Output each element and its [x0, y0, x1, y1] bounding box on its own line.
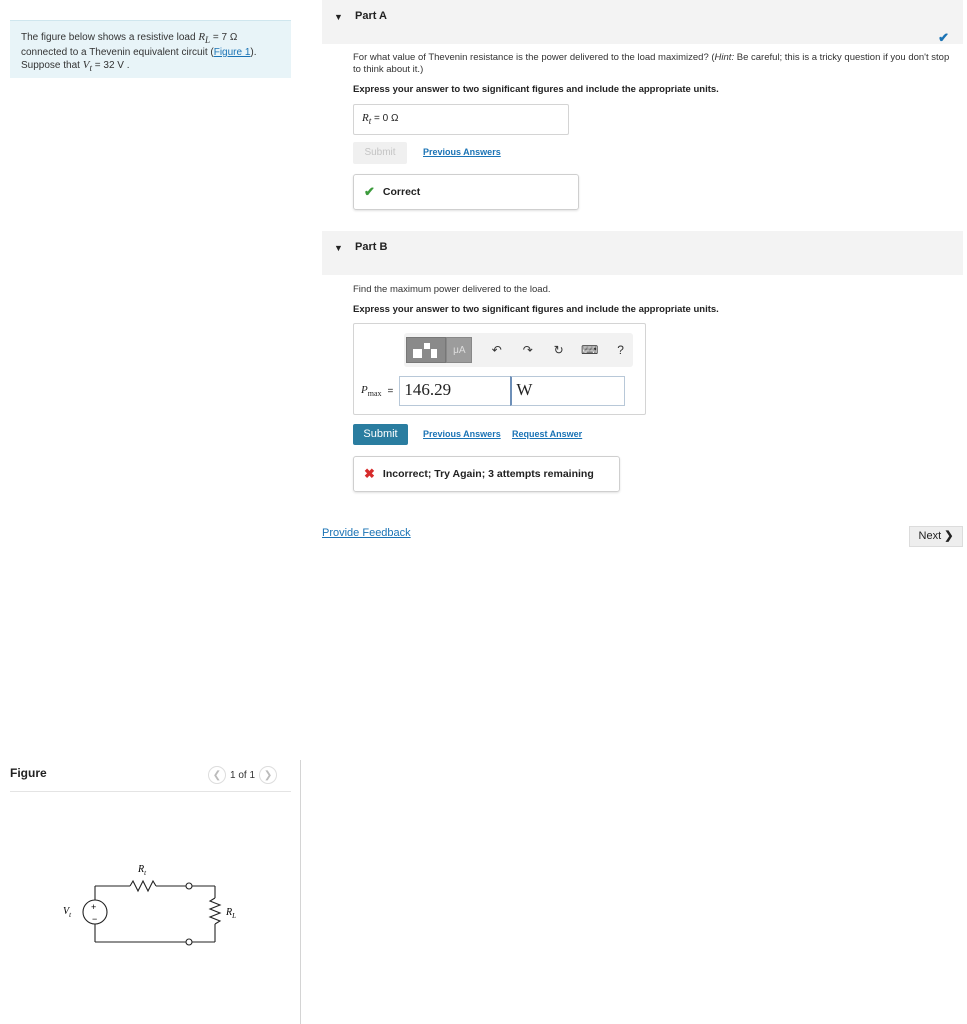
part-b-question: Find the maximum power delivered to the load. — [353, 284, 551, 295]
part-b-title: Part B — [355, 241, 388, 253]
part-b-header[interactable] — [322, 231, 963, 275]
svg-text:Vt: $V_t$ — [63, 906, 72, 919]
template-icon — [411, 341, 441, 359]
math-input-row: $P_{max}$ = 146.29 W — [361, 376, 625, 406]
part-a-header[interactable] — [322, 0, 963, 44]
intro-text: The figure below shows a resistive load — [21, 32, 196, 43]
figure-divider — [10, 791, 291, 792]
part-b-instruction: Express your answer to two significant figures and include the appropriate units. — [353, 304, 719, 315]
rt-label: R — [138, 864, 145, 875]
undo-icon[interactable]: ↶ — [491, 343, 502, 357]
units-button[interactable]: μA — [446, 337, 472, 363]
x-icon: ✖ — [364, 466, 375, 481]
next-figure-button[interactable]: ❯ — [259, 766, 277, 784]
collapse-icon[interactable]: ▼ — [334, 243, 343, 253]
figure-page-count: 1 of 1 — [230, 769, 256, 781]
part-a-feedback: ✔ Correct — [353, 174, 579, 210]
collapse-icon[interactable]: ▼ — [334, 12, 343, 22]
part-a-answer-value: = 0 Ω — [371, 113, 399, 124]
redo-icon[interactable]: ↷ — [522, 343, 533, 357]
part-b-feedback: ✖ Incorrect; Try Again; 3 attempts remaining — [353, 456, 620, 492]
provide-feedback-link[interactable]: Provide Feedback — [322, 527, 411, 539]
math-editor — [353, 323, 646, 415]
keyboard-icon[interactable]: ⌨ — [580, 343, 599, 357]
problem-intro: The figure below shows a resistive load $R_L = 7$ Ω connected to a Thevenin equivalent circuit (Figure 1). Suppose that $V_t = 32$ V . — [10, 20, 291, 78]
next-button[interactable]: Next ❯ — [909, 526, 963, 547]
value-input[interactable]: 146.29 — [399, 376, 511, 406]
minus-sign: − — [92, 914, 98, 924]
circuit-diagram — [55, 855, 285, 965]
templates-button[interactable] — [406, 337, 446, 363]
pmax-label: P — [361, 383, 368, 396]
rl-label: R — [226, 907, 233, 918]
help-icon[interactable]: ? — [617, 343, 624, 357]
part-b-submit-button[interactable]: Submit — [353, 424, 408, 445]
figure-pager — [208, 766, 277, 784]
figure-title: Figure — [10, 766, 47, 780]
request-answer-link[interactable]: Request Answer — [512, 429, 583, 439]
svg-text:RL: $R_L$ — [226, 907, 237, 920]
part-a-question: For what value of Thevenin resistance is the power delivered to the load maximized? (Hint: Be careful; this is a tricky question if you don't stop to think about it.) — [353, 52, 950, 75]
figure-link[interactable]: Figure 1 — [213, 46, 251, 58]
check-icon: ✔ — [364, 184, 375, 199]
prev-figure-button[interactable]: ❮ — [208, 766, 226, 784]
part-b-previous-answers-link[interactable]: Previous Answers — [423, 429, 501, 439]
unit-input[interactable]: W — [510, 376, 625, 406]
plus-sign: + — [91, 902, 97, 912]
chevron-right-icon: ❯ — [944, 530, 954, 542]
math-toolbar — [404, 333, 633, 367]
column-divider — [300, 760, 301, 1024]
svg-text:Rt: $R_t$ — [138, 864, 147, 877]
part-a-submit-button: Submit — [353, 142, 407, 164]
reset-icon[interactable]: ↻ — [553, 343, 564, 357]
part-a-instruction: Express your answer to two significant figures and include the appropriate units. — [353, 84, 719, 95]
completed-check-icon: ✔ — [938, 30, 949, 45]
part-a-title: Part A — [355, 10, 387, 22]
part-a-answer-box: $R_t = 0$ Ω — [353, 104, 569, 135]
vt-label: V — [63, 906, 70, 917]
part-a-previous-answers-link[interactable]: Previous Answers — [423, 147, 501, 157]
